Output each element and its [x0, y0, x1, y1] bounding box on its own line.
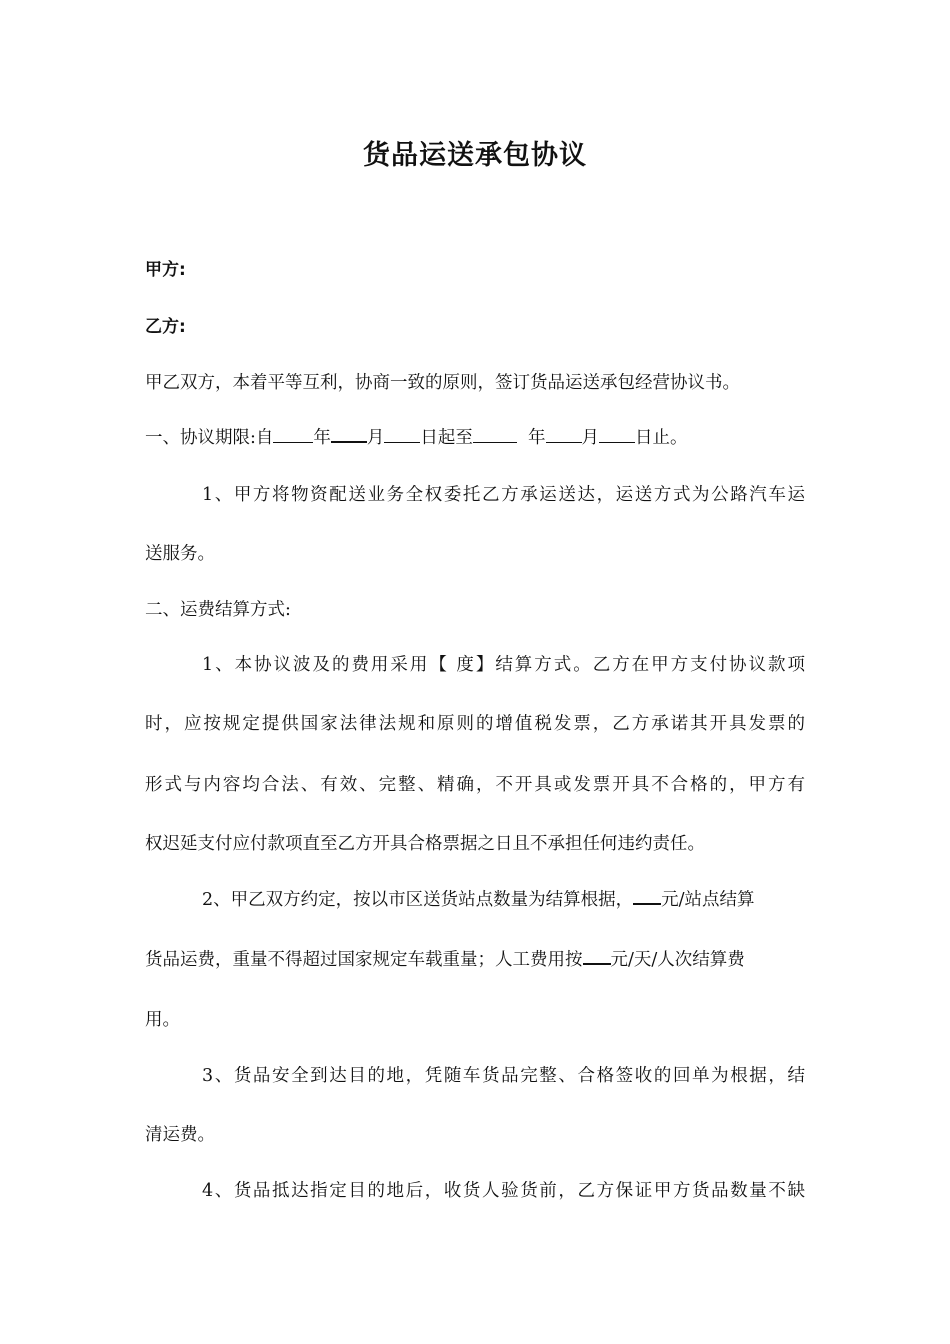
term-day-start: 日起至: [420, 428, 473, 448]
clause-2-2-line-1: [202, 889, 755, 911]
term-blank-year-start: [273, 428, 313, 443]
clause-2-2-line-1-text: 2、甲乙双方约定，按以市区送货站点数量为结算根据，: [202, 890, 634, 910]
intro-paragraph: 甲乙双方，本着平等互利，协商一致的原则，签订货品运送承包经营协议书。: [145, 373, 740, 393]
term-blank-month-start: [331, 427, 367, 443]
rate-per-station-blank: [633, 889, 661, 905]
clause-2-1-line-4: 权迟延支付应付款项直至乙方开具合格票据之日且不承担任何违约责任。: [145, 834, 705, 854]
term-day-end: 日止。: [635, 428, 688, 448]
clause-2-3-line-1: 3、货品安全到达目的地，凭随车货品完整、合格签收的回单为根据，结: [202, 1066, 805, 1086]
labor-rate-blank: [583, 949, 611, 965]
clause-1-1-line-2: 送服务。: [145, 544, 215, 564]
term-year-start: 年: [313, 428, 331, 448]
term-month-start: 月: [366, 428, 385, 448]
clause-2-2-line-1-unit: 元/站点结算: [661, 890, 755, 910]
term-prefix: 一、协议期限:自: [145, 428, 274, 448]
term-blank-day-end: [599, 428, 635, 443]
section-2-heading: 二、运费结算方式:: [145, 600, 291, 620]
term-clause: [145, 427, 688, 449]
document-title: 货品运送承包协议: [363, 140, 587, 171]
party-a-label: 甲方:: [145, 260, 186, 280]
clause-2-3-line-2: 清运费。: [145, 1125, 215, 1145]
clause-2-1-line-3: 形式与内容均合法、有效、完整、精确，不开具或发票开具不合格的，甲方有: [145, 775, 805, 795]
clause-2-2-line-2: [145, 949, 745, 971]
term-blank-day-start: [384, 428, 420, 443]
clause-2-2-line-2-text: 货品运费，重量不得超过国家规定车载重量；人工费用按: [145, 950, 583, 970]
term-blank-year-end: [473, 428, 517, 443]
clause-1-1-line-1: 1、甲方将物资配送业务全权委托乙方承运送达，运送方式为公路汽车运: [202, 485, 805, 505]
clause-2-4-line-1: 4、货品抵达指定目的地后，收货人验货前，乙方保证甲方货品数量不缺: [202, 1181, 805, 1201]
term-year-end: 年: [528, 428, 546, 448]
clause-2-1-line-1: 1、本协议波及的费用采用【 度】结算方式。乙方在甲方支付协议款项: [202, 655, 805, 675]
clause-2-2-line-3: 用。: [145, 1010, 180, 1030]
party-b-label: 乙方:: [145, 317, 186, 337]
clause-2-2-line-2-unit: 元/天/人次结算费: [610, 950, 745, 970]
term-month-end: 月: [581, 428, 600, 448]
term-blank-month-end: [546, 428, 582, 443]
clause-2-1-line-2: 时，应按规定提供国家法律法规和原则的增值税发票，乙方承诺其开具发票的: [145, 714, 805, 734]
